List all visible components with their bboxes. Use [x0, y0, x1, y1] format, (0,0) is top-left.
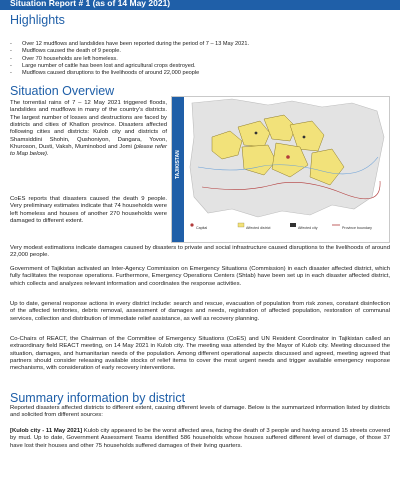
summary-paragraph-1: Reported disasters affected districts to different extent, causing different levels of damage. Below is the summarized information listed by districts and solicited from different sources: — [10, 405, 390, 419]
city-marker — [286, 155, 290, 159]
overview-paragraph-2: CoES reports that disasters caused the death 9 people. Very preliminary estimates indicate that 74 households were left homeless and houses of another 270 households were damaged to different extent. — [10, 196, 167, 225]
map-reference: (please refer to Map below). — [10, 144, 167, 158]
city-marker — [255, 132, 258, 135]
map-legend — [186, 221, 386, 239]
highlights-heading: Highlights — [10, 13, 65, 27]
legend-affected-label: Affected district — [246, 226, 271, 230]
summary-heading: Summary information by district — [10, 391, 186, 405]
overview-paragraph-6: Co-Chairs of REACT, the Chairman of the Committee of Emergency Situations (CoES) and UN Resident Coordinator in Tajikistan called an extraordinary field REACT meeting, on 14 May 2021 in Kulob city. The meeting was attended by the Mayor of Kulob city. Meeting discussed the situation, damages, and humanitarian needs of the population. Among different operational aspects discussed and agreed, meeting agreed that partners should consider releasing available stocks of relief items to cover the most urgent needs and trigger available emergency response mechanisms, with consideration of early recovery interventions. — [10, 336, 390, 372]
kulob-city-label: [Kulob city - 11 May 2021] — [10, 428, 83, 434]
affected-districts-map — [171, 96, 390, 243]
overview-paragraph-1 — [10, 100, 167, 159]
highlights-list — [10, 41, 390, 77]
highlight-item: - Mudflows caused the death of 9 people. — [10, 48, 390, 55]
highlight-item: - Mudflows caused disruptions to the livelihoods of around 22,000 people — [10, 70, 390, 77]
situation-overview-heading: Situation Overview — [10, 84, 115, 98]
legend-city-label: Affected city — [298, 226, 318, 230]
legend-capital-label: Capital — [196, 226, 208, 230]
highlight-item: - Over 12 mudflows and landslides have been reported during the period of 7 – 13 May 2021. — [10, 41, 390, 48]
report-title: Situation Report # 1 (as of 14 May 2021) — [10, 0, 171, 8]
overview-paragraph-1-text: The torrential rains of 7 – 12 May 2021 triggered floods, landslides and mudflows in many of the country's districts. The largest number of losses and destructions are faced by districts and cities of Khatlon province. Disasters affected following cities and districts: Kulob city and districts of Shamsiddini Shohin, Qushoniyon, Dangara, Yovon, Khuroson, Dusti, Vaksh, Muminobod and Jomi — [10, 100, 167, 151]
city-marker — [303, 136, 306, 139]
kulob-city-text: Kulob city appeared to be the worst affected area, facing the death of 3 people and having around 15 streets covered by mud. Up to date, Government Assessment Teams identified 586 households whose houses suffered different level of damage, of those 37 have lost their houses and other 75 households suffered damages of their living quarters. — [10, 428, 390, 449]
highlight-item: - Large number of cattle has been lost and agricultural crops destroyed. — [10, 63, 390, 70]
legend-boundary-label: Province boundary — [342, 226, 372, 230]
overview-paragraph-3: Very modest estimations indicate damages caused by disasters to private and social infrastructure caused disruptions to the livelihoods of around 22,000 people. — [10, 245, 390, 259]
overview-paragraph-5: Up to date, general response actions in every district include: search and rescue, evacuation of population from risk zones, constant disinfection of the affected territories, debris removal, assessment of damages and needs, registration of affected population, restoration of communal services, collection and distribution of immediate relief assistance, as well as recovery planning. — [10, 301, 390, 322]
map-side-title: TAJIKISTAN — [175, 150, 181, 180]
report-header-bar — [0, 0, 400, 10]
overview-paragraph-4: Government of Tajikistan activated an Inter-Agency Commission on Emergency Situations (Commission) in each disaster affected district, which fully facilitates the response operations. Furthermore, Emergency Operations Centers (Shtab) have been set up in each disaster affected district, which collects and analyzes relevant information and coordinates the response activities. — [10, 266, 390, 287]
highlight-item: - Over 70 households are left homeless. — [10, 56, 390, 63]
summary-paragraph-2 — [10, 428, 390, 450]
